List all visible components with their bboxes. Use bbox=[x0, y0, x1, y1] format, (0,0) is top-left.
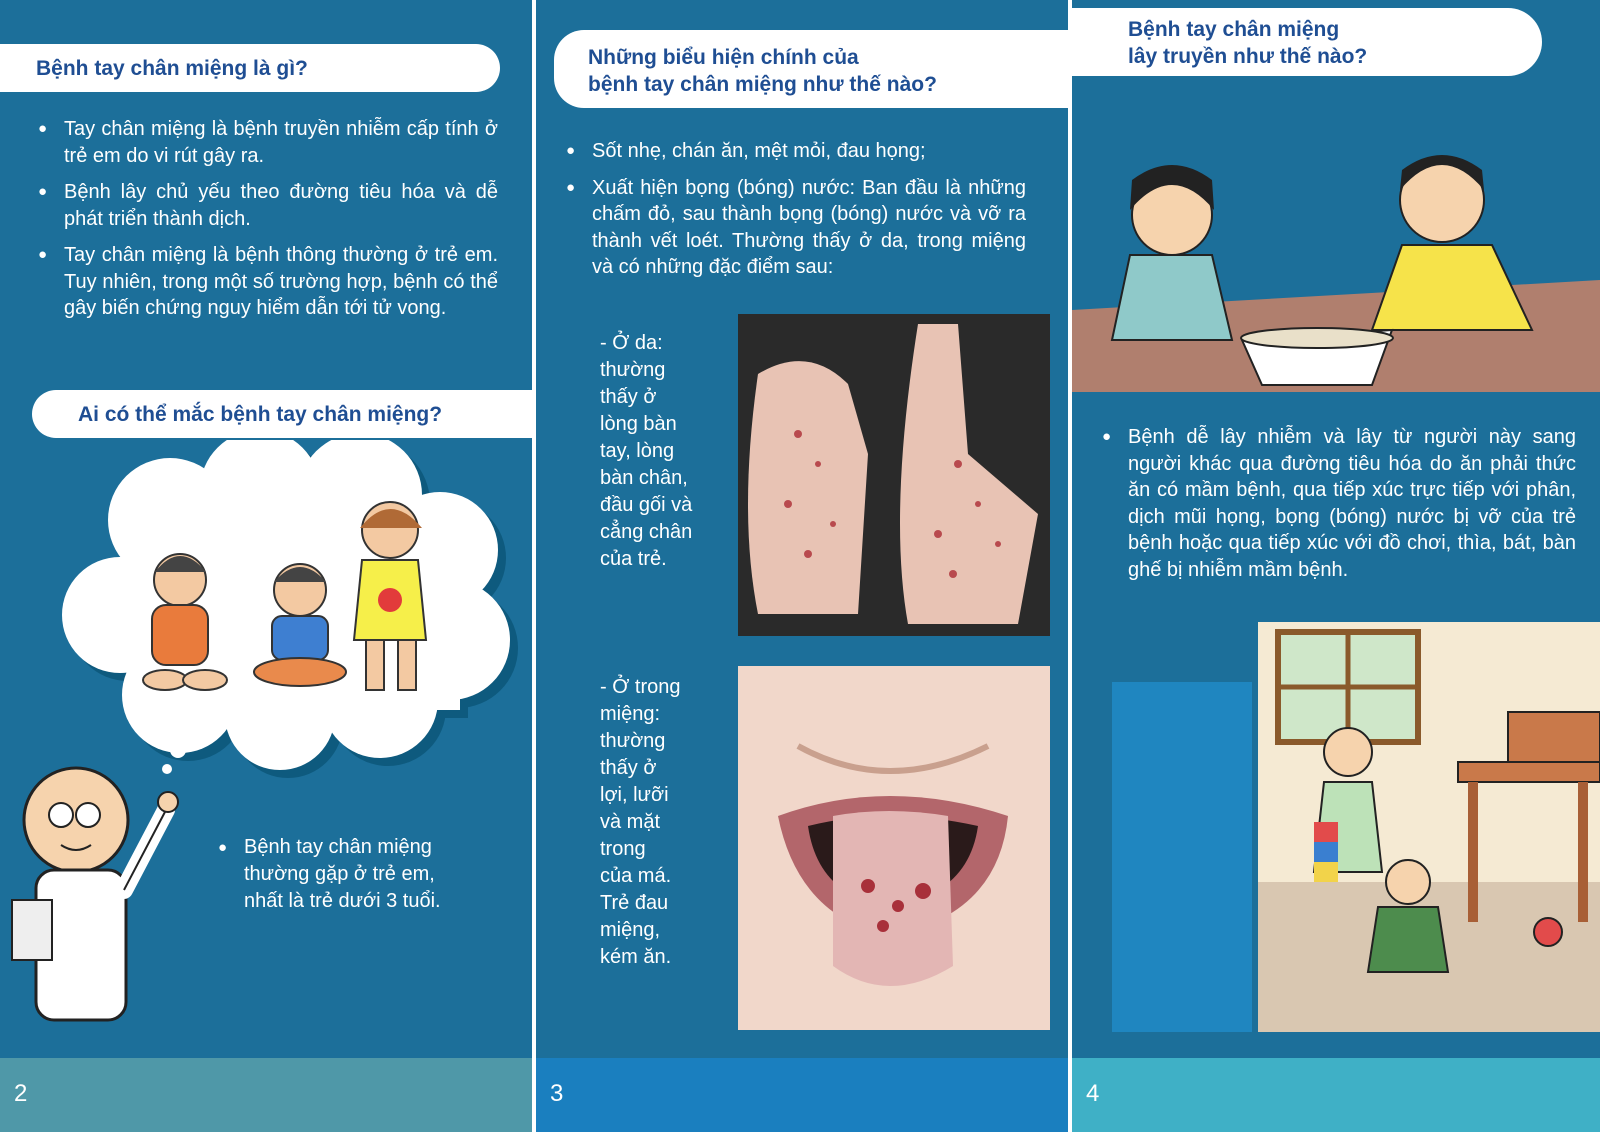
symptom-item: ● Xuất hiện bọng (bóng) nước: Ban đầu là những chấm đỏ, sau thành bọng (bóng) nước và vỡ ra thành vết loét. Thường thấy ở da, trong miệng và có những đặc điểm sau: bbox=[564, 175, 1026, 281]
hands-rash-photo bbox=[738, 314, 1050, 636]
skin-caption-line: tay, lòng bbox=[600, 440, 675, 462]
page-number: 4 bbox=[1086, 1080, 1100, 1107]
skin-caption-line: bàn chân, bbox=[600, 467, 688, 489]
definition-item: ● Tay chân miệng là bệnh thông thường ở trẻ em. Tuy nhiên, trong một số trường hợp, bệnh có thể gây biến chứng nguy hiểm dẫn tới tử vong. bbox=[36, 242, 498, 322]
skin-caption-line: lòng bàn bbox=[600, 413, 677, 435]
age-note-line: thường gặp ở trẻ em, bbox=[244, 863, 435, 885]
skin-caption-line: thấy ở bbox=[600, 386, 657, 408]
doctor-illustration bbox=[6, 750, 206, 1040]
children-playing-illustration bbox=[1258, 622, 1600, 1032]
transmission-heading bbox=[1072, 8, 1542, 76]
definition-item: ● Tay chân miệng là bệnh truyền nhiễm cấp tính ở trẻ em do vi rút gây ra. bbox=[36, 116, 498, 169]
skin-caption-line: cẳng chân bbox=[600, 521, 693, 543]
skin-caption-line: của trẻ. bbox=[600, 548, 667, 570]
mouth-ulcer-photo bbox=[738, 666, 1050, 1030]
transmission-heading-line: lây truyền như thế nào? bbox=[1128, 45, 1368, 68]
mouth-caption bbox=[600, 674, 730, 971]
symptoms-heading-line: Những biểu hiện chính của bbox=[588, 46, 859, 69]
mouth-caption-line: thấy ở bbox=[600, 757, 657, 779]
skin-caption-line: - Ở da: bbox=[600, 332, 663, 354]
mouth-caption-line: và mặt bbox=[600, 811, 661, 833]
mouth-caption-line: trong bbox=[600, 838, 646, 860]
page-footer bbox=[536, 1058, 1068, 1132]
mouth-caption-line: của má. bbox=[600, 865, 672, 887]
mouth-caption-line: Trẻ đau bbox=[600, 892, 669, 914]
who-heading-text: Ai có thể mắc bệnh tay chân miệng? bbox=[78, 403, 443, 426]
room-light-block bbox=[1112, 682, 1252, 1032]
transmission-heading-line: Bệnh tay chân miệng bbox=[1128, 18, 1340, 41]
mouth-caption-line: - Ở trong bbox=[600, 676, 681, 698]
children-thought-cloud-illustration bbox=[60, 440, 530, 780]
mouth-caption-line: miệng, bbox=[600, 919, 661, 941]
mouth-caption-line: kém ăn. bbox=[600, 946, 672, 968]
skin-caption bbox=[600, 330, 730, 573]
symptoms-list bbox=[564, 138, 1026, 291]
bullet-dot-icon: ● bbox=[218, 839, 228, 856]
age-note bbox=[216, 834, 506, 915]
who-heading bbox=[32, 390, 532, 438]
transmission-list bbox=[1100, 424, 1576, 593]
mouth-caption-line: thường bbox=[600, 730, 666, 752]
transmission-item: ● Bệnh dễ lây nhiễm và lây từ người này sang người khác qua đường tiêu hóa do ăn phải thức ăn có mầm bệnh, qua tiếp xúc trực tiếp với phân, dịch mũi họng, bọng (bóng) nước bị vỡ của trẻ bệnh hoặc qua tiếp xúc với đồ chơi, thìa, bát, bàn ghế bị nhiễm mầm bệnh. bbox=[1100, 424, 1576, 583]
page-4-panel bbox=[1072, 0, 1600, 1132]
what-is-heading bbox=[0, 44, 500, 92]
page-footer bbox=[1072, 1058, 1600, 1132]
page-footer bbox=[0, 1058, 532, 1132]
page-number: 2 bbox=[14, 1080, 28, 1107]
symptoms-heading-line: bệnh tay chân miệng như thế nào? bbox=[588, 73, 937, 96]
page-3-panel bbox=[536, 0, 1068, 1132]
symptoms-heading bbox=[554, 30, 1068, 108]
children-eating-illustration bbox=[1072, 80, 1600, 392]
age-note-line: Bệnh tay chân miệng bbox=[244, 836, 432, 858]
mouth-caption-line: lợi, lưỡi bbox=[600, 784, 669, 806]
symptom-item: ● Sốt nhẹ, chán ăn, mệt mỏi, đau họng; bbox=[564, 138, 1026, 165]
skin-caption-line: đầu gối và bbox=[600, 494, 693, 516]
page-number: 3 bbox=[550, 1080, 564, 1107]
skin-caption-line: thường bbox=[600, 359, 666, 381]
mouth-caption-line: miệng: bbox=[600, 703, 661, 725]
page-2-panel bbox=[0, 0, 532, 1132]
age-note-line: nhất là trẻ dưới 3 tuổi. bbox=[244, 890, 441, 912]
what-is-heading-text: Bệnh tay chân miệng là gì? bbox=[36, 57, 308, 80]
definition-list bbox=[36, 116, 498, 332]
definition-item: ● Bệnh lây chủ yếu theo đường tiêu hóa và dễ phát triển thành dịch. bbox=[36, 179, 498, 232]
